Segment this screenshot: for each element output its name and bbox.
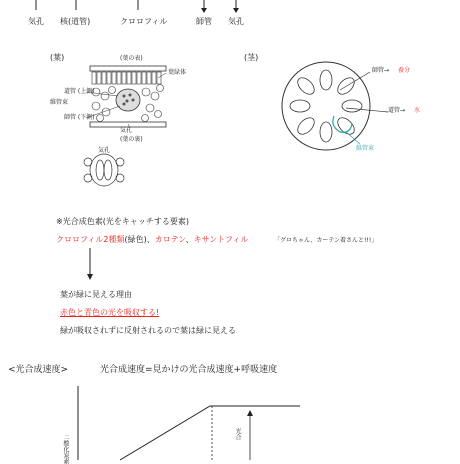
stem-doukan-value: 水 <box>414 107 421 114</box>
explanation-line-3: 緑が吸収されずに反射されるので葉は緑に見える <box>60 326 236 335</box>
leaf-kikou2-label: 気孔 <box>98 147 111 154</box>
pigment-heading: ※光合成色素(光をキャッチする要素) <box>56 217 189 226</box>
pigment-xanthophyll: キサントフィル <box>193 235 249 244</box>
top-item-kaku: 核(道管) <box>60 17 91 26</box>
top-item-kikou-1: 気孔 <box>28 17 44 26</box>
rate-formula: 光合成速度=見かけの光合成速度+呼吸速度 <box>100 365 278 375</box>
stem-doukan-label: 道管→ <box>388 107 406 114</box>
top-item-kikou-2: 気孔 <box>228 17 244 26</box>
leaf-top-label: (葉の表) <box>120 55 143 62</box>
graph-ylabel: 二酸化炭素 <box>62 434 69 464</box>
pigment-carotene: カロテン <box>154 235 186 244</box>
explanation-line-2: 赤色と青色の光を吸収する! <box>60 308 160 317</box>
pigment-chlorophyll: クロロフィル2種類 <box>56 235 125 244</box>
leaf-title: (葉) <box>50 53 65 62</box>
leaf-shikan-label: 師管 (下側) <box>64 114 95 121</box>
pigment-paren: (緑色)、 <box>124 235 155 244</box>
leaf-kikou-label: 気孔 <box>120 127 133 134</box>
stem-shikan-value: 養分 <box>398 67 411 74</box>
top-item-chlorophyll: クロロフィル <box>120 17 168 26</box>
pigment-memo: 「グロちゃん、カーテン着さんと!!!」 <box>274 237 378 244</box>
pigment-sep: 、 <box>185 235 194 244</box>
leaf-doukan-label: 道管 (上側) <box>64 88 95 95</box>
stem-ikan-label: 維管束 <box>356 145 375 152</box>
stem-title: (茎) <box>244 53 259 62</box>
graph-annotation: 光合 <box>234 428 241 440</box>
rate-heading: <光合成速度> <box>8 365 69 375</box>
stem-shikan-label: 師管→ <box>372 67 390 74</box>
leaf-bottom-label: (葉の裏) <box>120 136 143 143</box>
explanation-line-1: 葉が緑に見える理由 <box>60 290 132 299</box>
leaf-yoryokutai-label: 葉緑体 <box>168 69 187 76</box>
top-item-shikan: 師管 <box>196 17 212 26</box>
leaf-ikan-label: 維管束 <box>50 99 69 106</box>
